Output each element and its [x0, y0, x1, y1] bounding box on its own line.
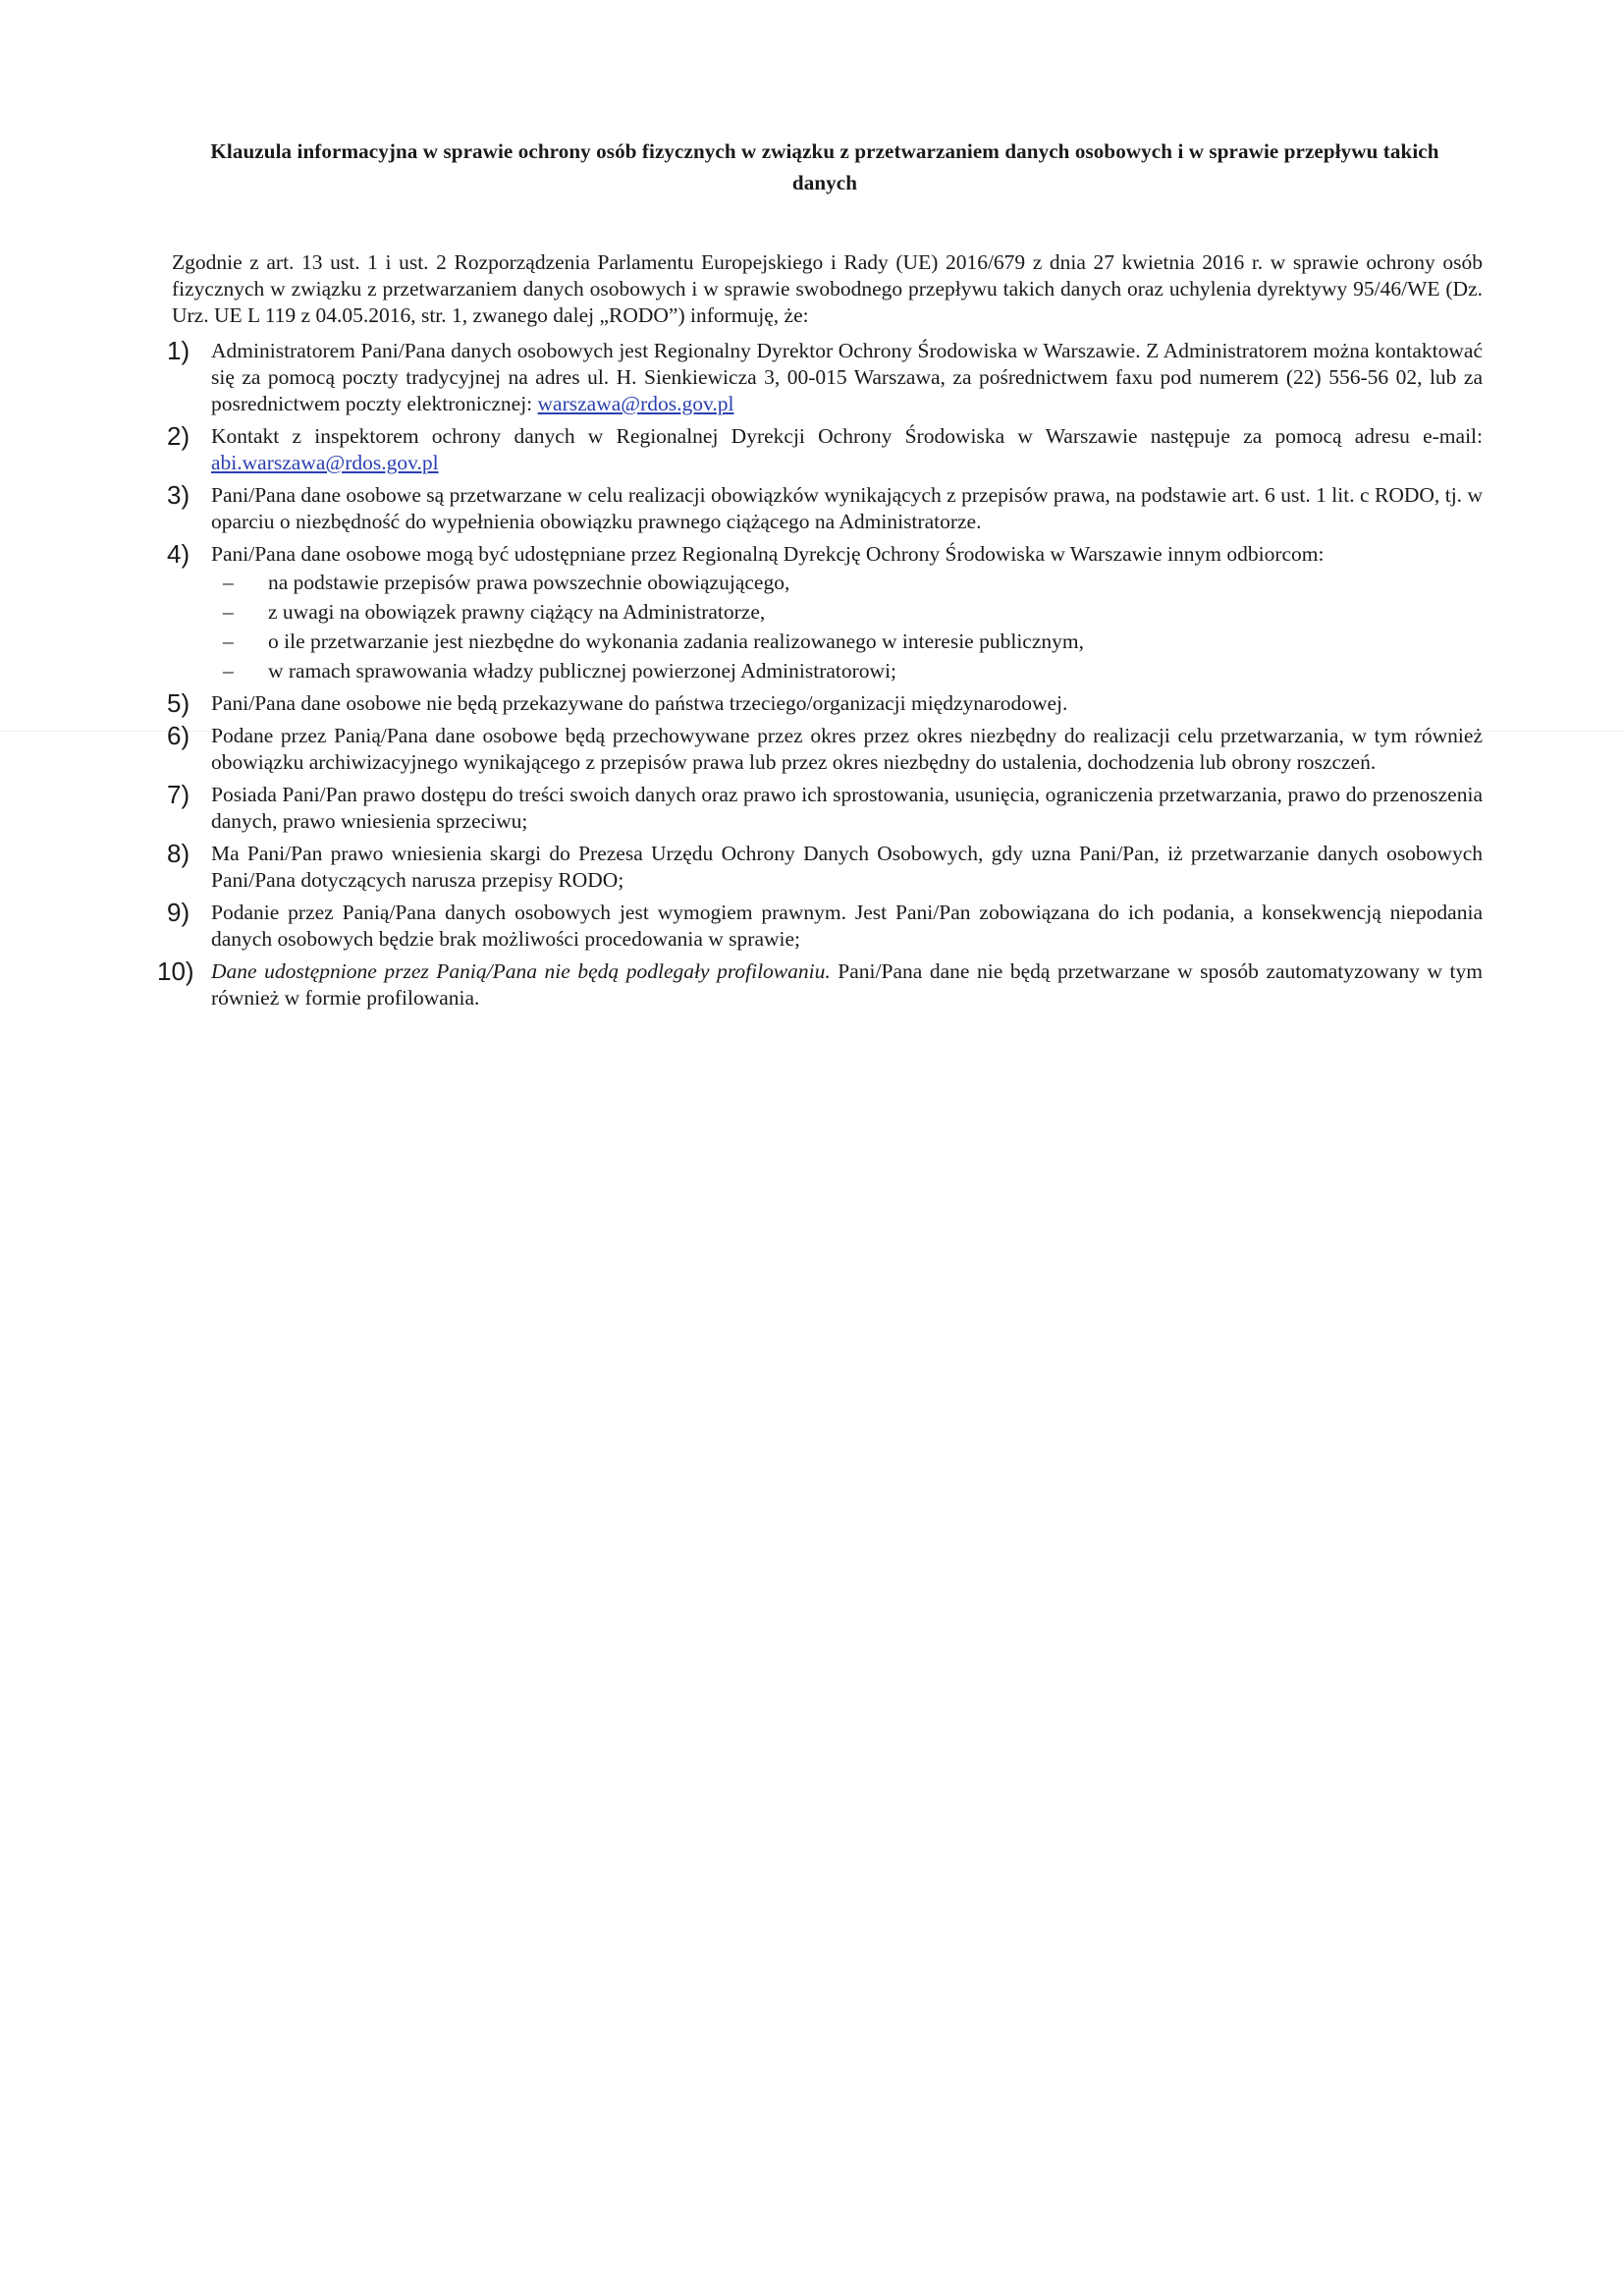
clause-item-3 — [157, 482, 1483, 535]
clause-item-2 — [157, 423, 1483, 476]
clause-text: Podanie przez Panią/Pana danych osobowych jest wymogiem prawnym. Jest Pani/Pan zobowiązana do ich podania, a konsekwencją niepodania danych osobowych będzie brak możliwości procedowania w sprawie; — [211, 901, 1483, 951]
clause-number: 6) — [167, 721, 190, 750]
clause-item-7 — [157, 782, 1483, 835]
recipients-list — [211, 570, 1483, 684]
clause-text: Pani/Pana dane osobowe nie będą przekazywane do państwa trzeciego/organizacji międzynarodowej. — [211, 691, 1068, 715]
clause-number: 5) — [167, 688, 190, 718]
recipient-item: – w ramach sprawowania władzy publicznej powierzonej Administratorowi; — [223, 659, 897, 683]
clause-number: 3) — [167, 480, 190, 510]
clause-item-5 — [157, 690, 1483, 717]
clause-item-8 — [157, 841, 1483, 894]
clause-list — [157, 338, 1483, 1017]
clause-italic-text: Dane udostępnione przez Panią/Pana nie będą podlegały profilowaniu. — [211, 959, 831, 983]
clause-text: Pani/Pana dane osobowe są przetwarzane w celu realizacji obowiązków wynikających z przepisów prawa, na podstawie art. 6 ust. 1 lit. c RODO, tj. w oparciu o niezbędność do wypełnienia obowiązku prawnego ciążącego na Administratorze. — [211, 483, 1483, 533]
recipient-item: – z uwagi na obowiązek prawny ciążący na Administratorze, — [223, 600, 766, 624]
clause-item-6 — [157, 723, 1483, 776]
dash-bullet-icon: – — [223, 600, 234, 624]
inspector-email-link[interactable]: abi.warszawa@rdos.gov.pl — [211, 451, 439, 474]
document-title: Klauzula informacyjna w sprawie ochrony osób fizycznych w związku z przetwarzaniem danych osobowych i w sprawie przepływu takich danych — [210, 139, 1439, 194]
dash-bullet-icon: – — [223, 659, 234, 683]
clause-number: 7) — [167, 780, 190, 809]
clause-text: Posiada Pani/Pan prawo dostępu do treści swoich danych oraz prawo ich sprostowania, usunięcia, ograniczenia przetwarzania, prawo do przenoszenia danych, prawo wniesienia sprzeciwu; — [211, 783, 1483, 833]
clause-number: 9) — [167, 898, 190, 927]
clause-item-10 — [157, 958, 1483, 1011]
recipient-item: – o ile przetwarzanie jest niezbędne do wykonania zadania realizowanego w interesie publicznym, — [223, 629, 1084, 653]
clause-number: 1) — [167, 336, 190, 365]
clause-item-4 — [157, 541, 1483, 684]
clause-text: Ma Pani/Pan prawo wniesienia skargi do Prezesa Urzędu Ochrony Danych Osobowych, gdy uzna Pani/Pan, iż przetwarzanie danych osobowych Pani/Pana dotyczących narusza przepisy RODO; — [211, 842, 1483, 892]
clause-text: Podane przez Panią/Pana dane osobowe będą przechowywane przez okres przez okres niezbędny do realizacji celu przetwarzania, w tym również obowiązku archiwizacyjnego wynikającego z przepisów prawa lub przez okres niezbędny do ustalenia, dochodzenia lub obrony roszczeń. — [211, 724, 1483, 774]
recipient-item: – na podstawie przepisów prawa powszechnie obowiązującego, — [223, 571, 790, 594]
intro-paragraph: Zgodnie z art. 13 ust. 1 i ust. 2 Rozporządzenia Parlamentu Europejskiego i Rady (UE) 2016/679 z dnia 27 kwietnia 2016 r. w sprawie ochrony osób fizycznych w związku z przetwarzaniem danych osobowych i w sprawie swobodnego przepływu takich danych oraz uchylenia dyrektywy 95/46/WE (Dz. Urz. UE L 119 z 04.05.2016, str. 1, zwanego dalej „RODO”) informuję, że: — [172, 250, 1483, 327]
dash-bullet-icon: – — [223, 571, 234, 594]
clause-text: Pani/Pana dane osobowe mogą być udostępniane przez Regionalną Dyrekcję Ochrony Środowiska w Warszawie innym odbiorcom: — [211, 542, 1325, 566]
clause-text: Pani/Pana dane nie będą przetwarzane w sposób zautomatyzowany w tym również w formie profilowania. — [211, 959, 1483, 1010]
clause-item-9 — [157, 900, 1483, 953]
admin-email-link[interactable]: warszawa@rdos.gov.pl — [537, 392, 734, 415]
clause-text: Kontakt z inspektorem ochrony danych w Regionalnej Dyrekcji Ochrony Środowiska w Warszawie następuje za pomocą adresu e-mail: — [211, 424, 1483, 448]
dash-bullet-icon: – — [223, 629, 234, 653]
clause-number: 2) — [167, 421, 190, 451]
clause-number: 4) — [167, 539, 190, 569]
clause-number: 8) — [167, 839, 190, 868]
clause-text: Administratorem Pani/Pana danych osobowych jest Regionalny Dyrektor Ochrony Środowiska w Warszawie. Z Administratorem można kontaktować się za pomocą poczty tradycyjnej na adres ul. H. Sienkiewicza 3, 00-015 Warszawa, za pośrednictwem faxu pod numerem (22) 556-56 02, lub za posrednictwem poczty elektronicznej: — [211, 339, 1483, 415]
clause-number: 10) — [157, 957, 194, 986]
clause-item-1 — [157, 338, 1483, 417]
